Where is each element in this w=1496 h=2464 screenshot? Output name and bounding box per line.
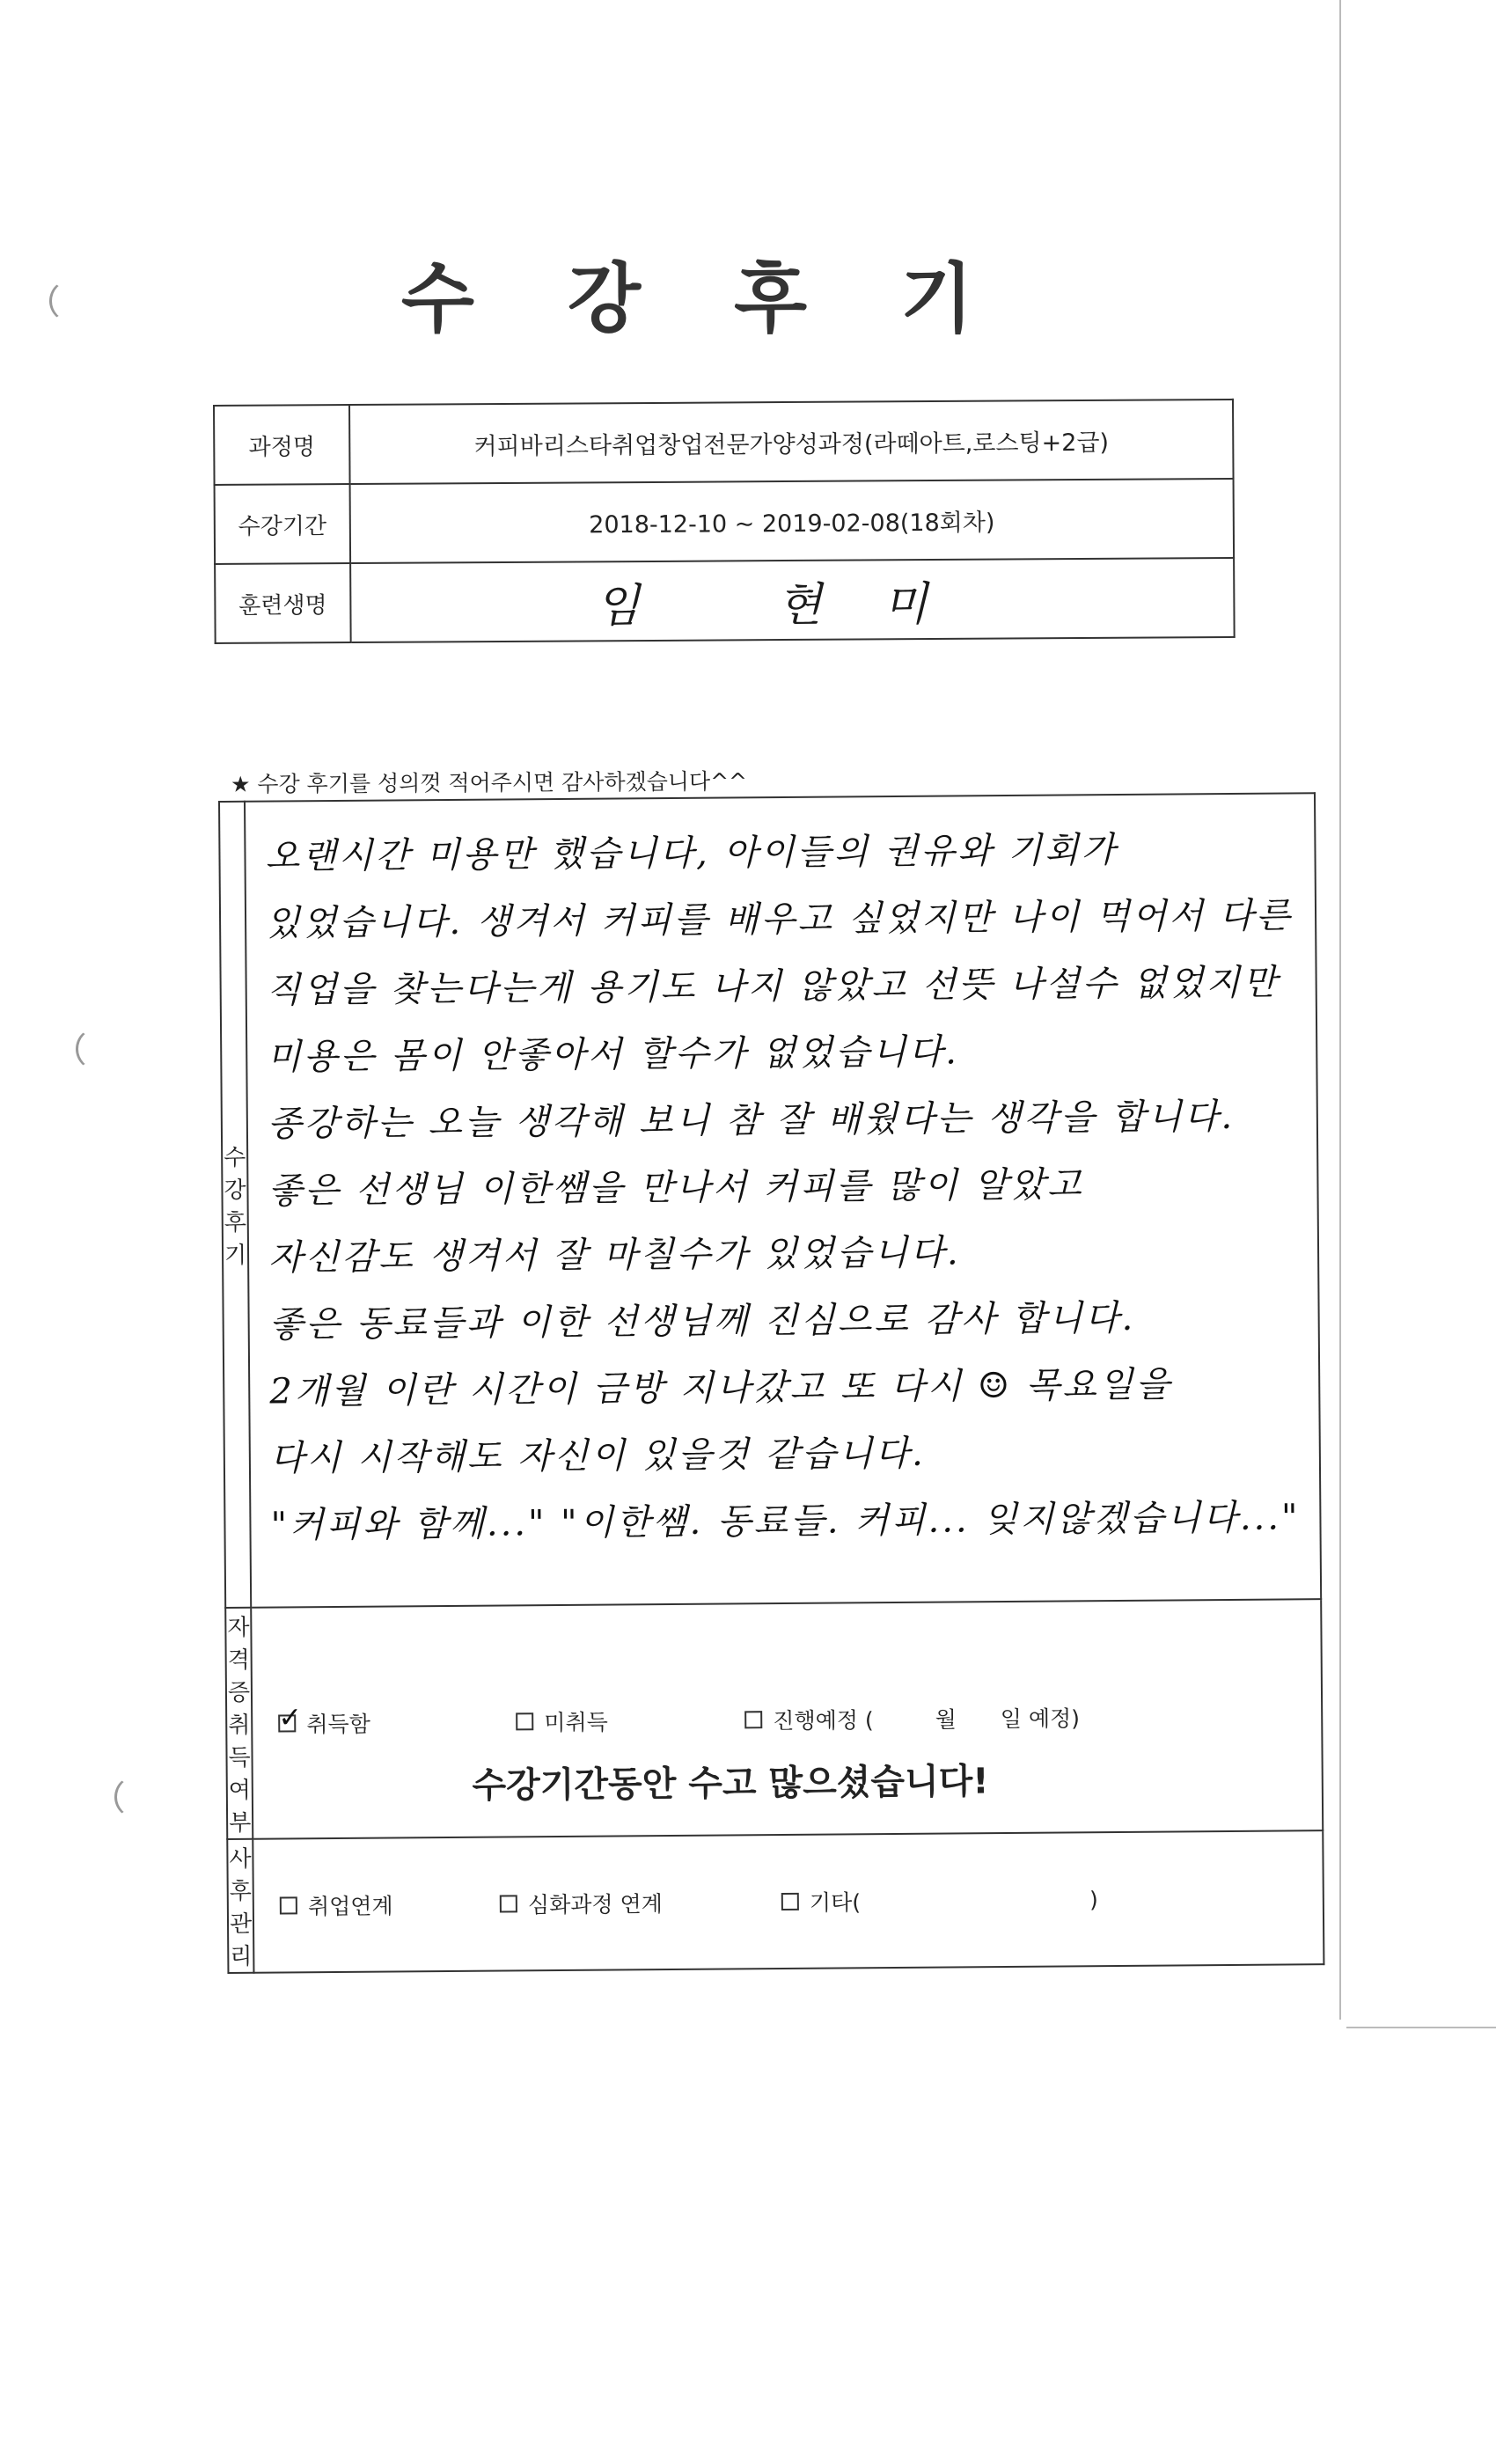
course-info-table — [213, 399, 1236, 644]
checkbox-icon[interactable] — [500, 1895, 517, 1912]
review-line: 좋은 선생님 이한쌤을 만나서 커피를 많이 알았고 — [268, 1164, 1084, 1212]
review-line: 미용은 몸이 안좋아서 할수가 없었습니다. — [267, 1031, 960, 1078]
review-handwritten-text — [245, 793, 1321, 1608]
option-job-link[interactable]: 취업연계 — [280, 1888, 500, 1922]
review-label: 수강후기 — [219, 802, 251, 1608]
option-acquired[interactable]: ✓ 취득함 — [278, 1705, 516, 1739]
course-label: 과정명 — [214, 405, 350, 485]
course-value: 커피바리스타취업창업전문가양성과정(라떼아트,로스팅+2급) — [349, 400, 1234, 484]
option-in-progress[interactable]: 진행예정 ( 월 일 예정) — [744, 1701, 1080, 1735]
option-advanced-course[interactable]: 심화과정 연계 — [500, 1886, 781, 1920]
checkbox-icon[interactable] — [280, 1896, 297, 1914]
option-not-acquired[interactable]: 미취득 — [516, 1704, 744, 1737]
certificate-label: 자격증 취득여부 — [225, 1608, 253, 1839]
student-label: 훈련생명 — [215, 563, 351, 643]
checkbox-icon[interactable] — [781, 1893, 799, 1910]
scan-edge-bottom — [1346, 2027, 1496, 2028]
period-value: 2018-12-10 ~ 2019-02-08(18회차) — [350, 479, 1235, 563]
review-line: 있었습니다. 생겨서 커피를 배우고 싶었지만 나이 먹어서 다른 — [266, 895, 1294, 944]
month-label: 월 — [935, 1705, 957, 1733]
review-line: 오랜시간 미용만 했습니다, 아이들의 권유와 기회가 — [265, 829, 1118, 877]
review-line: "커피와 함께..." "이한쌤. 동료들. 커피... 잊지않겠습니다..." — [270, 1497, 1301, 1546]
checkbox-icon[interactable] — [744, 1711, 762, 1728]
review-line: 좋은 동료들과 이한 선생님께 진심으로 감사 합니다. — [268, 1297, 1136, 1346]
review-line: 종강하는 오늘 생각해 보니 참 잘 배웠다는 생각을 합니다. — [267, 1096, 1236, 1145]
checkbox-checked-icon[interactable] — [278, 1714, 296, 1732]
period-label: 수강기간 — [215, 484, 351, 564]
instruction-note: ★ 수강 후기를 성의껏 적어주시면 감사하겠습니다^^ — [230, 768, 748, 797]
aftercare-label: 사후관리 — [227, 1839, 253, 1973]
page-title: 수 강 후 기 — [400, 255, 1008, 343]
checkbox-icon[interactable] — [516, 1712, 533, 1730]
punch-hole-middle — [76, 1028, 117, 1070]
review-line: 다시 시작해도 자신이 있을것 같습니다. — [269, 1433, 926, 1479]
day-label: 일 예정) — [1000, 1705, 1081, 1732]
aftercare-options — [253, 1830, 1324, 1973]
review-line: 자신감도 생겨서 잘 마칠수가 있었습니다. — [268, 1232, 961, 1279]
student-name-handwritten: 임 현미 — [595, 577, 990, 633]
review-line: 직업을 찾는다는게 용기도 나지 않았고 선뜻 나설수 없었지만 — [266, 962, 1280, 1011]
review-line: 2개월 이란 시간이 금방 지나갔고 또 다시 ☺ 목요일을 — [269, 1364, 1173, 1412]
closing-message: 수강기간동안 수고 많으셨습니다! — [472, 1761, 989, 1807]
option-other[interactable]: 기타( ) — [781, 1883, 1098, 1918]
